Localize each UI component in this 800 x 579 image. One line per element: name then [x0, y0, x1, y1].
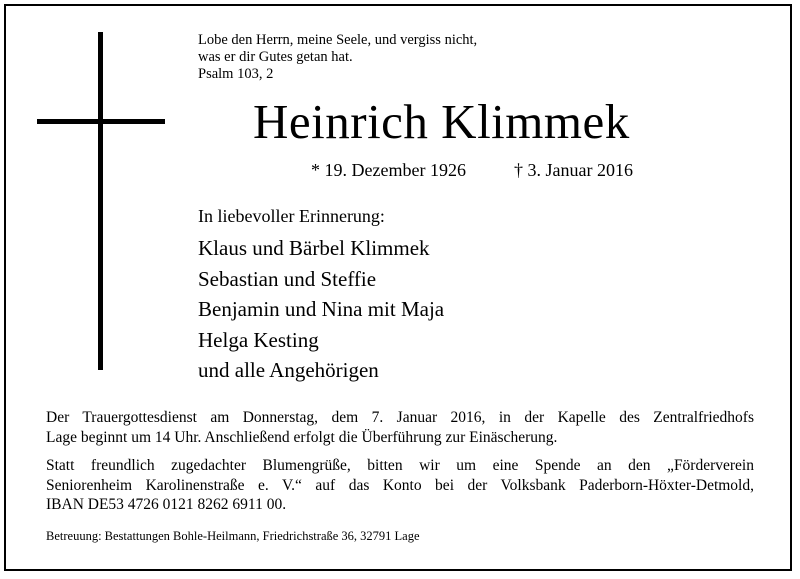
donation-line: Seniorenheim Karolinenstraße e. V.“ auf das Konto bei der Volksbank Paderborn-Höxter-Detmold, [46, 476, 754, 494]
family-member: Benjamin und Nina mit Maja [198, 297, 445, 321]
death-date: † 3. Januar 2016 [514, 160, 633, 180]
donation-line: Statt freundlich zugedachter Blumengrüße, bitten wir um eine Spende an den „Förderverein [46, 457, 754, 474]
donation-iban: IBAN DE53 4726 0121 8262 6911 00. [46, 496, 287, 513]
funeral-home-credit: Betreuung: Bestattungen Bohle-Heilmann, Friedrichstraße 36, 32791 Lage [46, 529, 420, 543]
family-member: Klaus und Bärbel Klimmek [198, 236, 430, 260]
deceased-name: Heinrich Klimmek [253, 94, 630, 149]
memory-intro: In liebevoller Erinnerung: [198, 206, 385, 226]
cross-icon-horizontal-bar [37, 119, 165, 124]
family-member: und alle Angehörigen [198, 358, 379, 382]
service-paragraph [46, 408, 754, 447]
family-list [198, 233, 444, 386]
psalm-quote [198, 32, 477, 83]
quote-line: Lobe den Herrn, meine Seele, und vergiss nicht, [198, 32, 478, 48]
service-line: Lage beginnt um 14 Uhr. Anschließend erfolgt die Überführung zur Einäscherung. [46, 428, 558, 446]
cross-icon-vertical-bar [98, 32, 103, 370]
quote-line: was er dir Gutes getan hat. [198, 49, 353, 65]
birth-date: * 19. Dezember 1926 [311, 160, 466, 180]
service-line: Der Trauergottesdienst am Donnerstag, dem 7. Januar 2016, in der Kapelle des Zentralfriedhofs [46, 409, 754, 426]
quote-reference: Psalm 103, 2 [198, 66, 274, 82]
family-member: Sebastian und Steffie [198, 266, 377, 291]
family-member: Helga Kesting [198, 327, 319, 352]
donation-paragraph [46, 456, 754, 515]
